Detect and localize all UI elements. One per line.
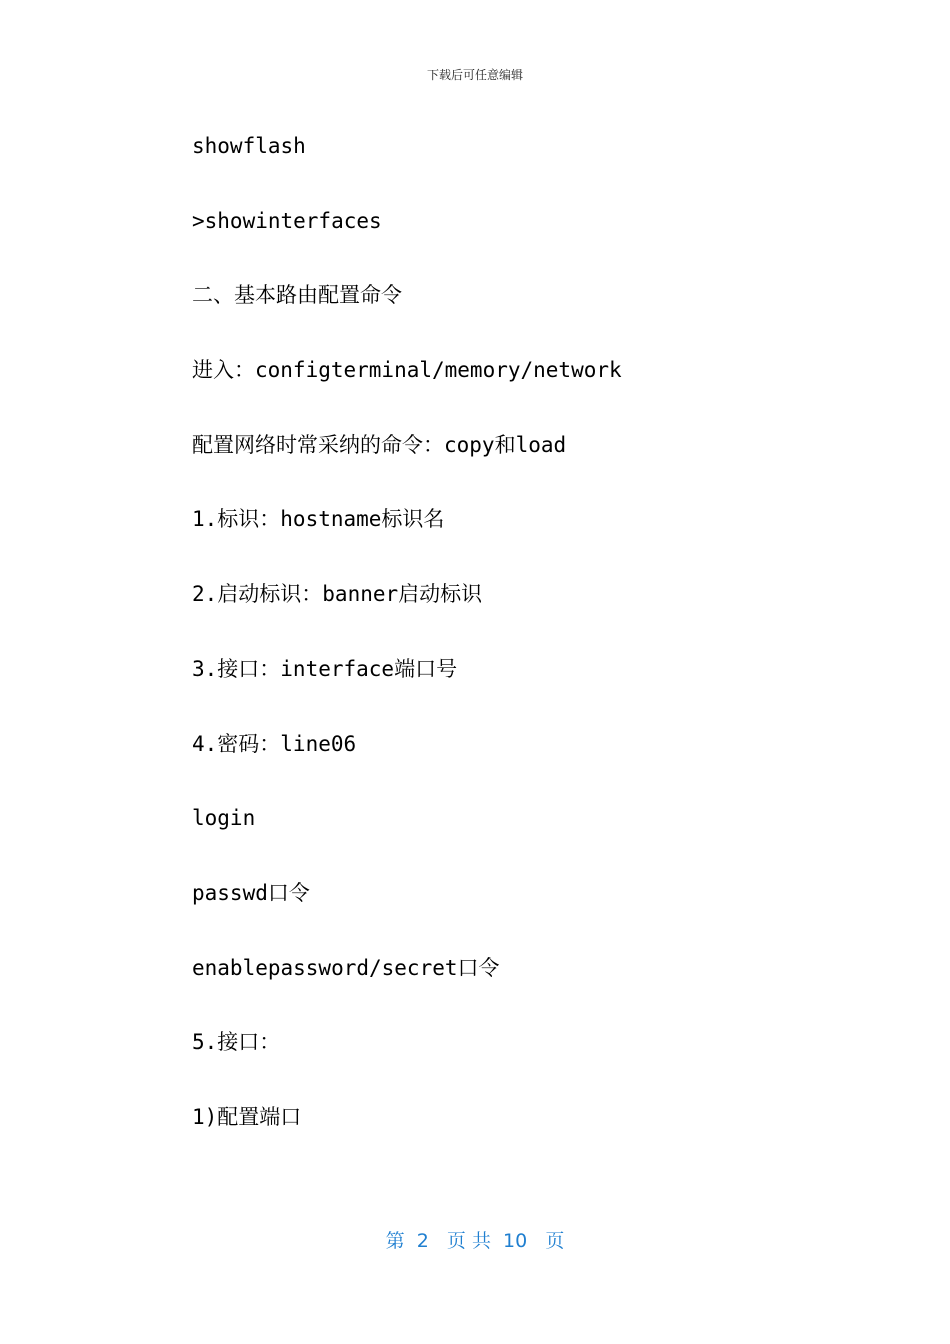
text-line: 1)配置端口 (192, 1104, 302, 1129)
text-line: >showinterfaces (192, 208, 382, 233)
text-line: 3.接口：interface端口号 (192, 656, 458, 681)
text-line: login (192, 806, 256, 831)
text-line: 5.接口： (192, 1030, 281, 1055)
text-line: 进入：configterminal/memory/network (192, 358, 622, 383)
text-line: enablepassword/secret口令 (192, 955, 500, 980)
text-line: 4.密码：line06 (192, 731, 357, 756)
document-body (192, 130, 892, 1176)
page-header: 下载后可任意编辑 (426, 68, 523, 82)
text-line: showflash (192, 134, 306, 158)
page-footer: 第 2 页 共 10 页 (385, 1230, 565, 1252)
text-line: 1.标识：hostname标识名 (192, 507, 445, 532)
section-heading: 二、基本路由配置命令 (192, 283, 402, 308)
text-line: 2.启动标识：banner启动标识 (192, 582, 483, 607)
text-line: 配置网络时常采纳的命令：copy和load (192, 432, 567, 457)
text-line: passwd口令 (192, 880, 310, 905)
